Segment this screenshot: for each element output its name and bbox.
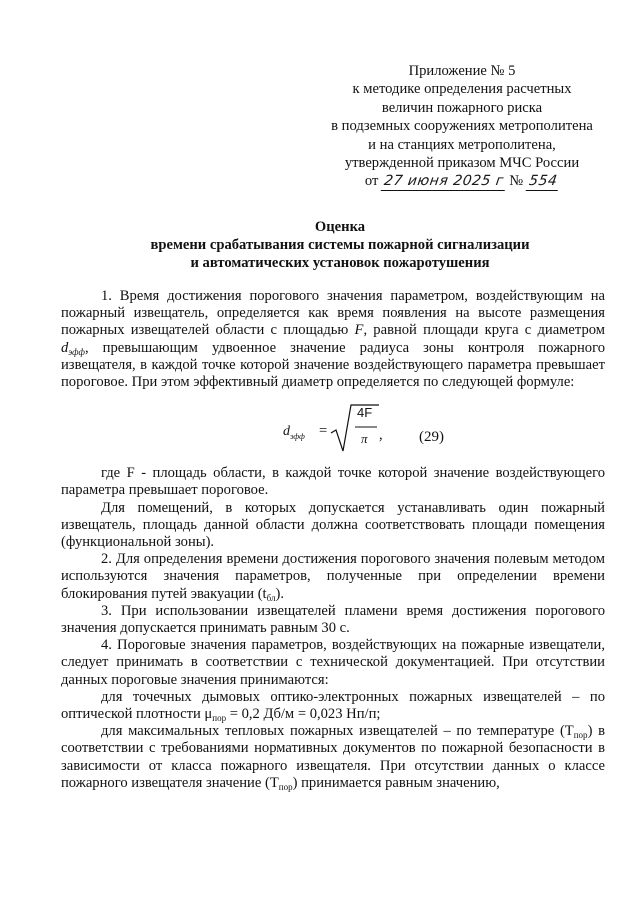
paragraph-8: [61, 723, 605, 792]
appendix-line-6: утвержденной приказом МЧС России: [344, 155, 580, 172]
paragraph-5: 3. При использовании извещателей пламени время достижения порогового значения допускается принимать равным 30 с.: [61, 602, 605, 637]
p1-var-d: d: [61, 339, 69, 356]
paragraph-6: 4. Пороговые значения параметров, воздействующих на пожарные извещатели, следует принимать в соответствии с технической документацией. При отсутствии данных пороговые значения принимаются:: [61, 637, 605, 688]
p1-text-a: 1. Время достижения порогового значения параметром, воздействующим на пожарный извещатель, определяется как время появления на высоте размещения пожарных извещателей области с площадью: [61, 288, 605, 339]
order-date-handwritten: 27 июня 2025 г: [381, 172, 507, 191]
title-line-2: времени срабатывания системы пожарной сигнализации: [150, 236, 530, 253]
formula-lhs-var: d: [283, 424, 290, 440]
p7-sub: пор: [212, 713, 227, 724]
appendix-line-1: Приложение № 5: [408, 63, 516, 79]
p8-text-c: ) принимается равным значению,: [292, 774, 500, 791]
order-number-handwritten: 554: [526, 172, 561, 191]
title-line-3: и автоматических установок пожаротушения: [190, 254, 490, 271]
paragraph-7: [61, 689, 605, 723]
p4-text-a: 2. Для определения времени достижения порогового значения полевым методом используются значения параметров, полученные при определении времени блокирования путей эвакуации (t: [61, 551, 605, 602]
p4-sub: бл: [266, 592, 276, 603]
p8-text-a: для максимальных тепловых пожарных извещателей – по температуре (Т: [101, 723, 574, 740]
p8-sub-2: пор: [278, 781, 293, 792]
sqrt-radical-icon: [329, 401, 381, 453]
paragraph-2: где F - площадь области, в каждой точке которой значение воздействующего параметра превышает пороговое.: [61, 465, 605, 499]
formula-29: [61, 401, 605, 459]
appendix-line-4: в подземных сооружениях метрополитена: [331, 118, 593, 135]
formula-number: (29): [419, 429, 444, 446]
appendix-header: [318, 62, 606, 192]
formula-denominator: π: [361, 431, 368, 447]
p4-text-b: ).: [275, 585, 284, 602]
formula-lhs: [283, 423, 305, 445]
formula-lhs-sub: эфф: [290, 432, 305, 442]
formula-equals: =: [319, 423, 328, 440]
p8-sub: пор: [573, 730, 588, 741]
order-number-label: №: [509, 173, 524, 190]
appendix-line-2: к методике определения расчетных: [352, 81, 572, 98]
order-line: [318, 172, 606, 191]
appendix-line-3: величин пожарного риска: [381, 99, 543, 116]
p1-text-b: , равной площади круга с диаметром: [363, 322, 605, 339]
paragraph-3: Для помещений, в которых допускается устанавливать один пожарный извещатель, площадь данной области должна соответствовать площади помещения (функциональной зоны).: [61, 499, 605, 551]
p7-text-a: для точечных дымовых оптико-электронных пожарных извещателей – по оптической плотности μ: [61, 688, 605, 723]
formula-comma: ,: [379, 427, 383, 444]
title-line-1: Оценка: [314, 219, 366, 235]
order-prefix: от: [364, 173, 379, 190]
paragraph-1: [61, 288, 605, 391]
paragraph-4: [61, 551, 605, 603]
p1-var-d-sub: эфф: [68, 346, 85, 357]
document-body: [61, 288, 605, 792]
p7-text-b: = 0,2 Дб/м = 0,023 Нп/п;: [226, 706, 381, 723]
p1-text-c: , превышающим удвоенное значение радиуса зоны контроля пожарного извещателя, в каждой точке которой значение воздействующего параметра превышает пороговое. При этом эффективный диаметр определяется по следующей формуле:: [61, 339, 605, 391]
section-title: [60, 219, 620, 272]
p1-var-F: F: [354, 322, 364, 339]
formula-numerator: 4F: [357, 405, 373, 421]
p8-text-b: ) в соответствии с требованиями нормативных документов по пожарной безопасности в зависимости от класса пожарного извещателя. При отсутствии данных о классе пожарного извещателя значение (Т: [61, 723, 606, 791]
appendix-line-5: и на станциях метрополитена,: [368, 136, 556, 153]
